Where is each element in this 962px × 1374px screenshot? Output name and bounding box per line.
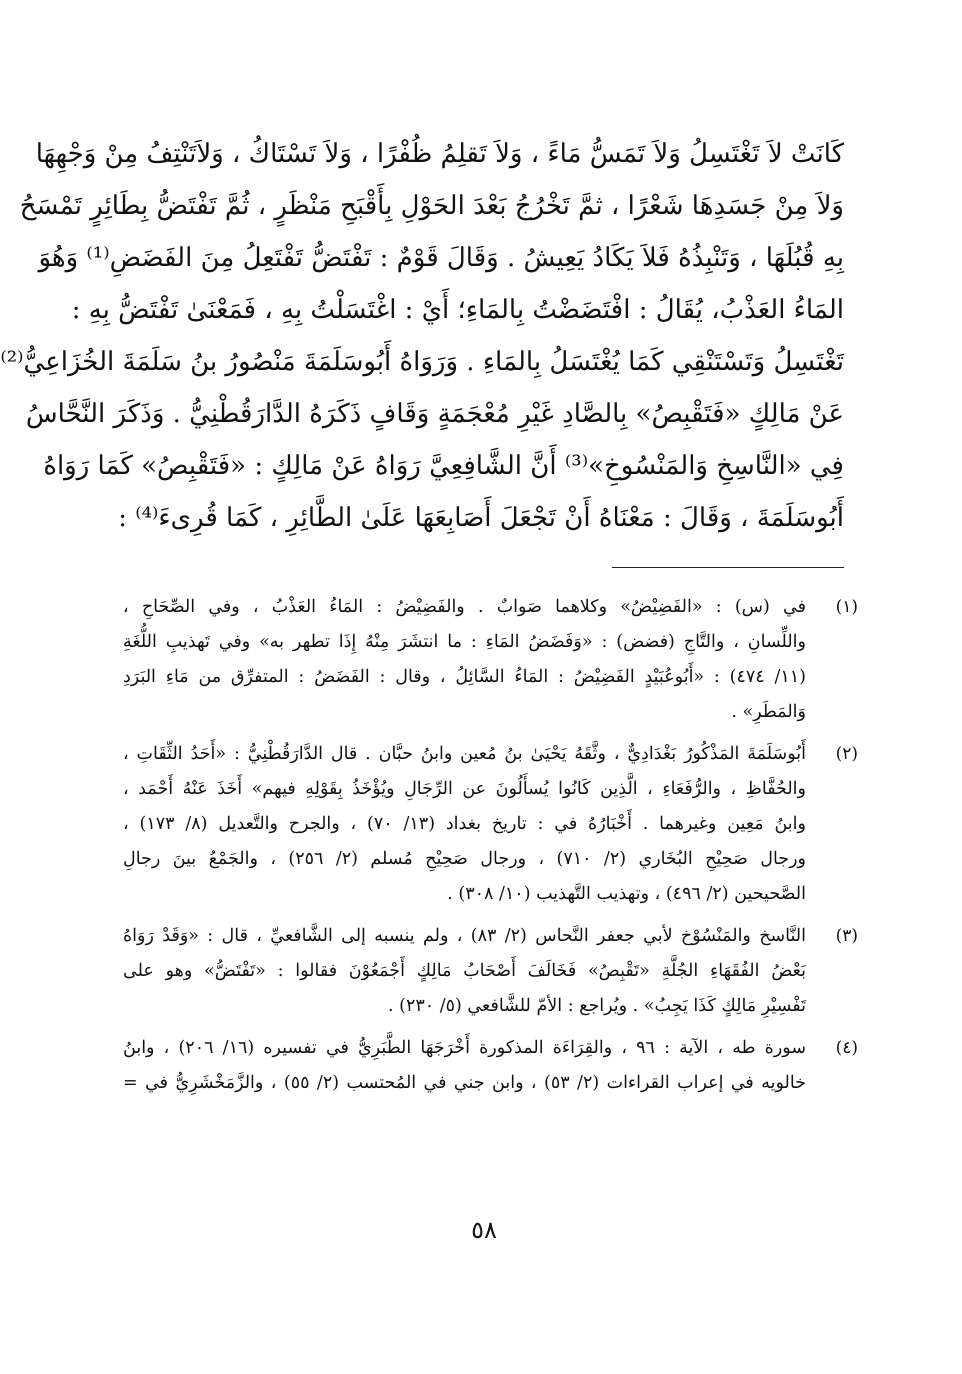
main-body-text bbox=[0, 128, 844, 544]
footnote-line: واللِّسانِ ، والتَّاجِ (فضض) : «وَفَضَضُ المَاءِ : ما انتشَرَ مِنْهُ إِذَا تطهر به» وفي تَهذيبِ اللُّغَةِ bbox=[123, 632, 806, 652]
footnote-line: تَفْسِيْرِ مَالِكٍ كَذَا يَجِبُ» . ويُراجع : الأمّ للشَّافعي (٥/ ٢٣٠) . bbox=[388, 996, 806, 1016]
body-line: أَبُوسَلَمَةَ ، وَقَالَ : مَعْنَاهُ أَنْ تَجْعَلَ أَصَابِعَهَا عَلَىٰ الطَّائِرِ ، كَمَا قُرِىءَ⁽⁴⁾ : bbox=[118, 503, 844, 533]
footnote-line: أَبُوسَلَمَةَ المَذْكُورُ بَغْدَادِيٌّ ، وثَّقَهُ يَحْيَىٰ بنُ مُعين وابنُ حبَّان . قال الدَّارَقُطْنِيُّ : «أَحَدُ الثِّقَاتِ ، bbox=[123, 744, 806, 764]
footnote-line: (١١/ ٤٧٤) : «أَبُوعُبَيْدٍ الفَضِيْضُ : المَاءُ السَّائِلُ ، وقال : الفَضَضُ : المتفرِّق من مَاءِ البَرَدِ bbox=[123, 667, 806, 687]
body-line: فِي «النَّاسِخِ وَالمَنْسُوخِ»⁽³⁾ أَنَّ الشَّافِعِيَّ رَوَاهُ عَنْ مَالِكٍ : «فَتَقْبِصُ» كَمَا رَوَاهُ bbox=[43, 451, 844, 481]
footnote-number: (١) bbox=[835, 597, 858, 617]
footnote-line: بَعْضُ الفُقَهَاءِ الجُلَّةِ «تَقْبِصُ» فَخَالَفَ أَصْحَابُ مَالِكٍ أَجْمَعُوْنَ فقالوا : «تَفْتَضُّ» وهو على bbox=[123, 961, 806, 981]
footnote-line: خالويه في إعراب القراءات (٢/ ٥٣) ، وابن جني في المُحتسب (٢/ ٥٥) ، والزَّمَخْشَرِيُّ في = bbox=[123, 1073, 806, 1093]
footnote-number: (٢) bbox=[835, 744, 858, 764]
footnote-line: النَّاسخ والمَنْسُوْخ لأبي جعفر النَّحاس (٢/ ٨٣) ، ولم ينسبه إلى الشَّافعيِّ ، قال : «وَقَدْ رَوَاهُ bbox=[123, 926, 806, 946]
footnote-3 bbox=[123, 919, 858, 1024]
footnote-line: والحُفَّاظِ ، والرُّفَعَاءِ ، الَّذِين كَانُوا يُسأَلُونَ عن الرِّجَالِ ويُؤْخَذُ بِقَوْلِهِ فيهم» أَخَذَ عَنْهُ أَحْمَد ، bbox=[123, 779, 806, 799]
body-line: المَاءُ العَذْبُ، يُقَالُ : افْتَضَضْتُ بِالمَاءِ؛ أَيْ : اغْتَسَلْتُ بِهِ ، فَمَعْنَىٰ تَفْتَضُّ بِهِ : bbox=[71, 295, 844, 325]
footnote-line: ورجال صَحِيْحِ البُخَاري (٢/ ٧١٠) ، ورجال صَحِيْحِ مُسلم (٢/ ٢٥٦) ، والجَمْعُ بينَ رجالِ bbox=[123, 849, 806, 869]
footnote-line: وَالمَطَرِ» . bbox=[731, 702, 806, 722]
footnote-1 bbox=[123, 590, 858, 730]
body-line: وَلاَ مِنْ جَسَدِهَا شَعْرًا ، ثمَّ تَخْرُجُ بَعْدَ الحَوْلِ بِأَقْبَحِ مَنْظَرٍ ، ثُمَّ تَفْتَضُّ بِطَائِرٍ تَمْسَحُ bbox=[19, 191, 844, 221]
body-line: تَغْتَسِلُ وَتَسْتَنْقِي كَمَا يُغْتَسَلُ بِالمَاءِ . وَرَوَاهُ أَبُوسَلَمَةَ مَنْصُورُ بنُ سَلَمَةَ الخُزَاعِيُّ⁽²⁾ bbox=[0, 347, 844, 377]
footnote-line: وابنُ مَعِين وغيرهما . أَخْبَارُهُ في : تاريخ بغداد (١٣/ ٧٠) ، والجرح والتَّعديل (٨/ ١٧٣) ، bbox=[123, 814, 806, 834]
footnote-number: (٣) bbox=[835, 926, 858, 946]
footnote-4 bbox=[123, 1031, 858, 1101]
body-line: كَانَتْ لاَ تَغْتَسِلُ وَلاَ تَمَسُّ مَاءً ، وَلاَ تَقلِمُ ظُفْرًا ، وَلاَ تَسْتَاكُ ، وَلاَتَنْتِفُ مِنْ وَجْهِهَا bbox=[35, 139, 844, 169]
footnote-line: الصَّحيحين (٢/ ٤٩٦) ، وتهذيب التَّهذيب (١٠/ ٣٠٨) . bbox=[447, 884, 806, 904]
page-number: ٥٨ bbox=[471, 1216, 497, 1244]
footnote-line: سورة طه ، الآية : ٩٦ ، والقِرَاءَة المذكورة أَخْرَجَهَا الطَّبَرِيُّ في تفسيره (١٦/ ٢٠٦) ، وابنُ bbox=[123, 1038, 806, 1058]
footnotes-section bbox=[123, 590, 858, 1108]
footnote-2 bbox=[123, 737, 858, 912]
footnote-number: (٤) bbox=[835, 1038, 858, 1058]
footnote-separator bbox=[612, 567, 844, 568]
body-line: عَنْ مَالِكٍ «فَتَقْبِصُ» بِالصَّادِ غَيْرِ مُعْجَمَةٍ وَقَافٍ ذَكَرَهُ الدَّارَقُطْنِيُّ . وَذَكَرَ النَّحَّاسُ bbox=[25, 399, 844, 429]
footnote-line: في (س) : «الفَضِيْضُ» وكلاهما صَوابٌ . والفَضِيْضُ : المَاءُ العَذْبُ ، وفي الصِّحَاحِ ، bbox=[123, 597, 806, 617]
body-line: بِهِ قُبُلَهَا ، وَتَنْبِذُهُ فَلاَ يَكَادُ يَعِيشُ . وَقَالَ قَوْمٌ : تَفْتَضُّ تَفْتَعِلُ مِنَ الفَضَضِ⁽¹⁾ وَهُوَ bbox=[38, 243, 844, 273]
